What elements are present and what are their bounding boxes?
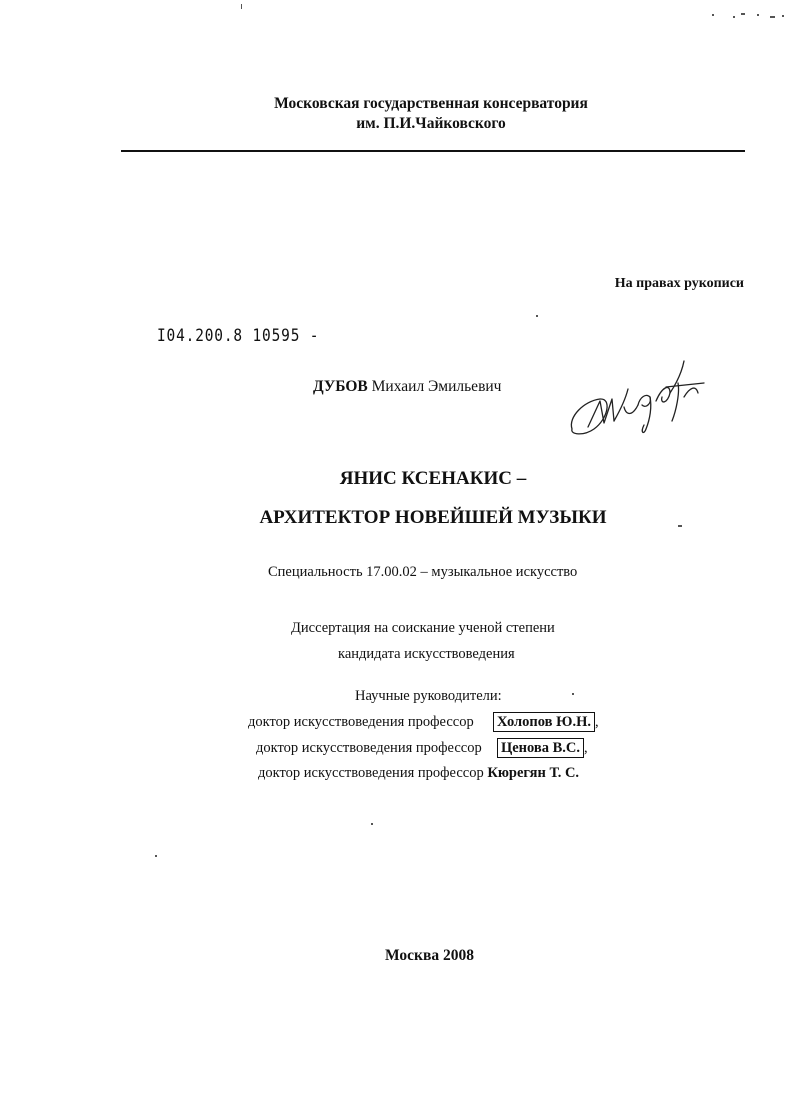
supervisor-role: доктор искусствоведения профессор — [258, 765, 484, 781]
registry-stamp: I04.200.8 10595 - — [157, 326, 320, 346]
supervisor-name: Ценова В.С. — [497, 738, 584, 758]
scan-speck — [757, 14, 759, 16]
scan-speck — [712, 14, 714, 16]
scan-speck — [241, 4, 242, 9]
supervisor-suffix: , — [584, 740, 588, 756]
supervisor-role: доктор искусствоведения профессор — [248, 714, 474, 730]
scan-speck — [770, 16, 775, 18]
author-given-names: Михаил Эмильевич — [371, 378, 502, 395]
dissertation-line2: кандидата искусствоведения — [338, 646, 515, 662]
dissertation-line1: Диссертация на соискание ученой степени — [291, 620, 555, 636]
scan-speck — [572, 693, 574, 695]
header-divider — [121, 150, 745, 152]
supervisor-row — [258, 765, 579, 782]
scan-speck — [155, 855, 157, 857]
scan-speck — [733, 16, 735, 18]
scan-speck — [741, 13, 745, 15]
city-year: Москва 2008 — [385, 947, 474, 964]
scan-speck — [371, 823, 373, 825]
supervisor-role: доктор искусствоведения профессор — [256, 740, 482, 756]
thesis-title-line1: ЯНИС КСЕНАКИС – — [339, 468, 527, 489]
supervisor-name: Кюрегян Т. С. — [487, 765, 580, 781]
thesis-title-line2: АРХИТЕКТОР НОВЕЙШЕЙ МУЗЫКИ — [259, 507, 607, 528]
supervisors-heading: Научные руководители: — [355, 688, 502, 704]
supervisor-row — [256, 738, 588, 758]
scan-speck — [536, 315, 538, 317]
supervisor-suffix: , — [594, 714, 599, 730]
scan-speck — [678, 525, 682, 527]
rights-note: На правах рукописи — [614, 276, 744, 291]
signature-image — [566, 357, 711, 443]
supervisor-row — [248, 712, 599, 732]
institution-subtitle: им. П.И.Чайковского — [356, 115, 506, 132]
specialty: Специальность 17.00.02 – музыкальное искусство — [268, 564, 578, 580]
scan-speck — [782, 15, 784, 17]
author-surname: ДУБОВ — [313, 378, 368, 395]
supervisor-name: Холопов Ю.Н. — [493, 712, 595, 732]
author-name — [313, 378, 501, 396]
institution-name: Московская государственная консерватория — [274, 95, 588, 112]
